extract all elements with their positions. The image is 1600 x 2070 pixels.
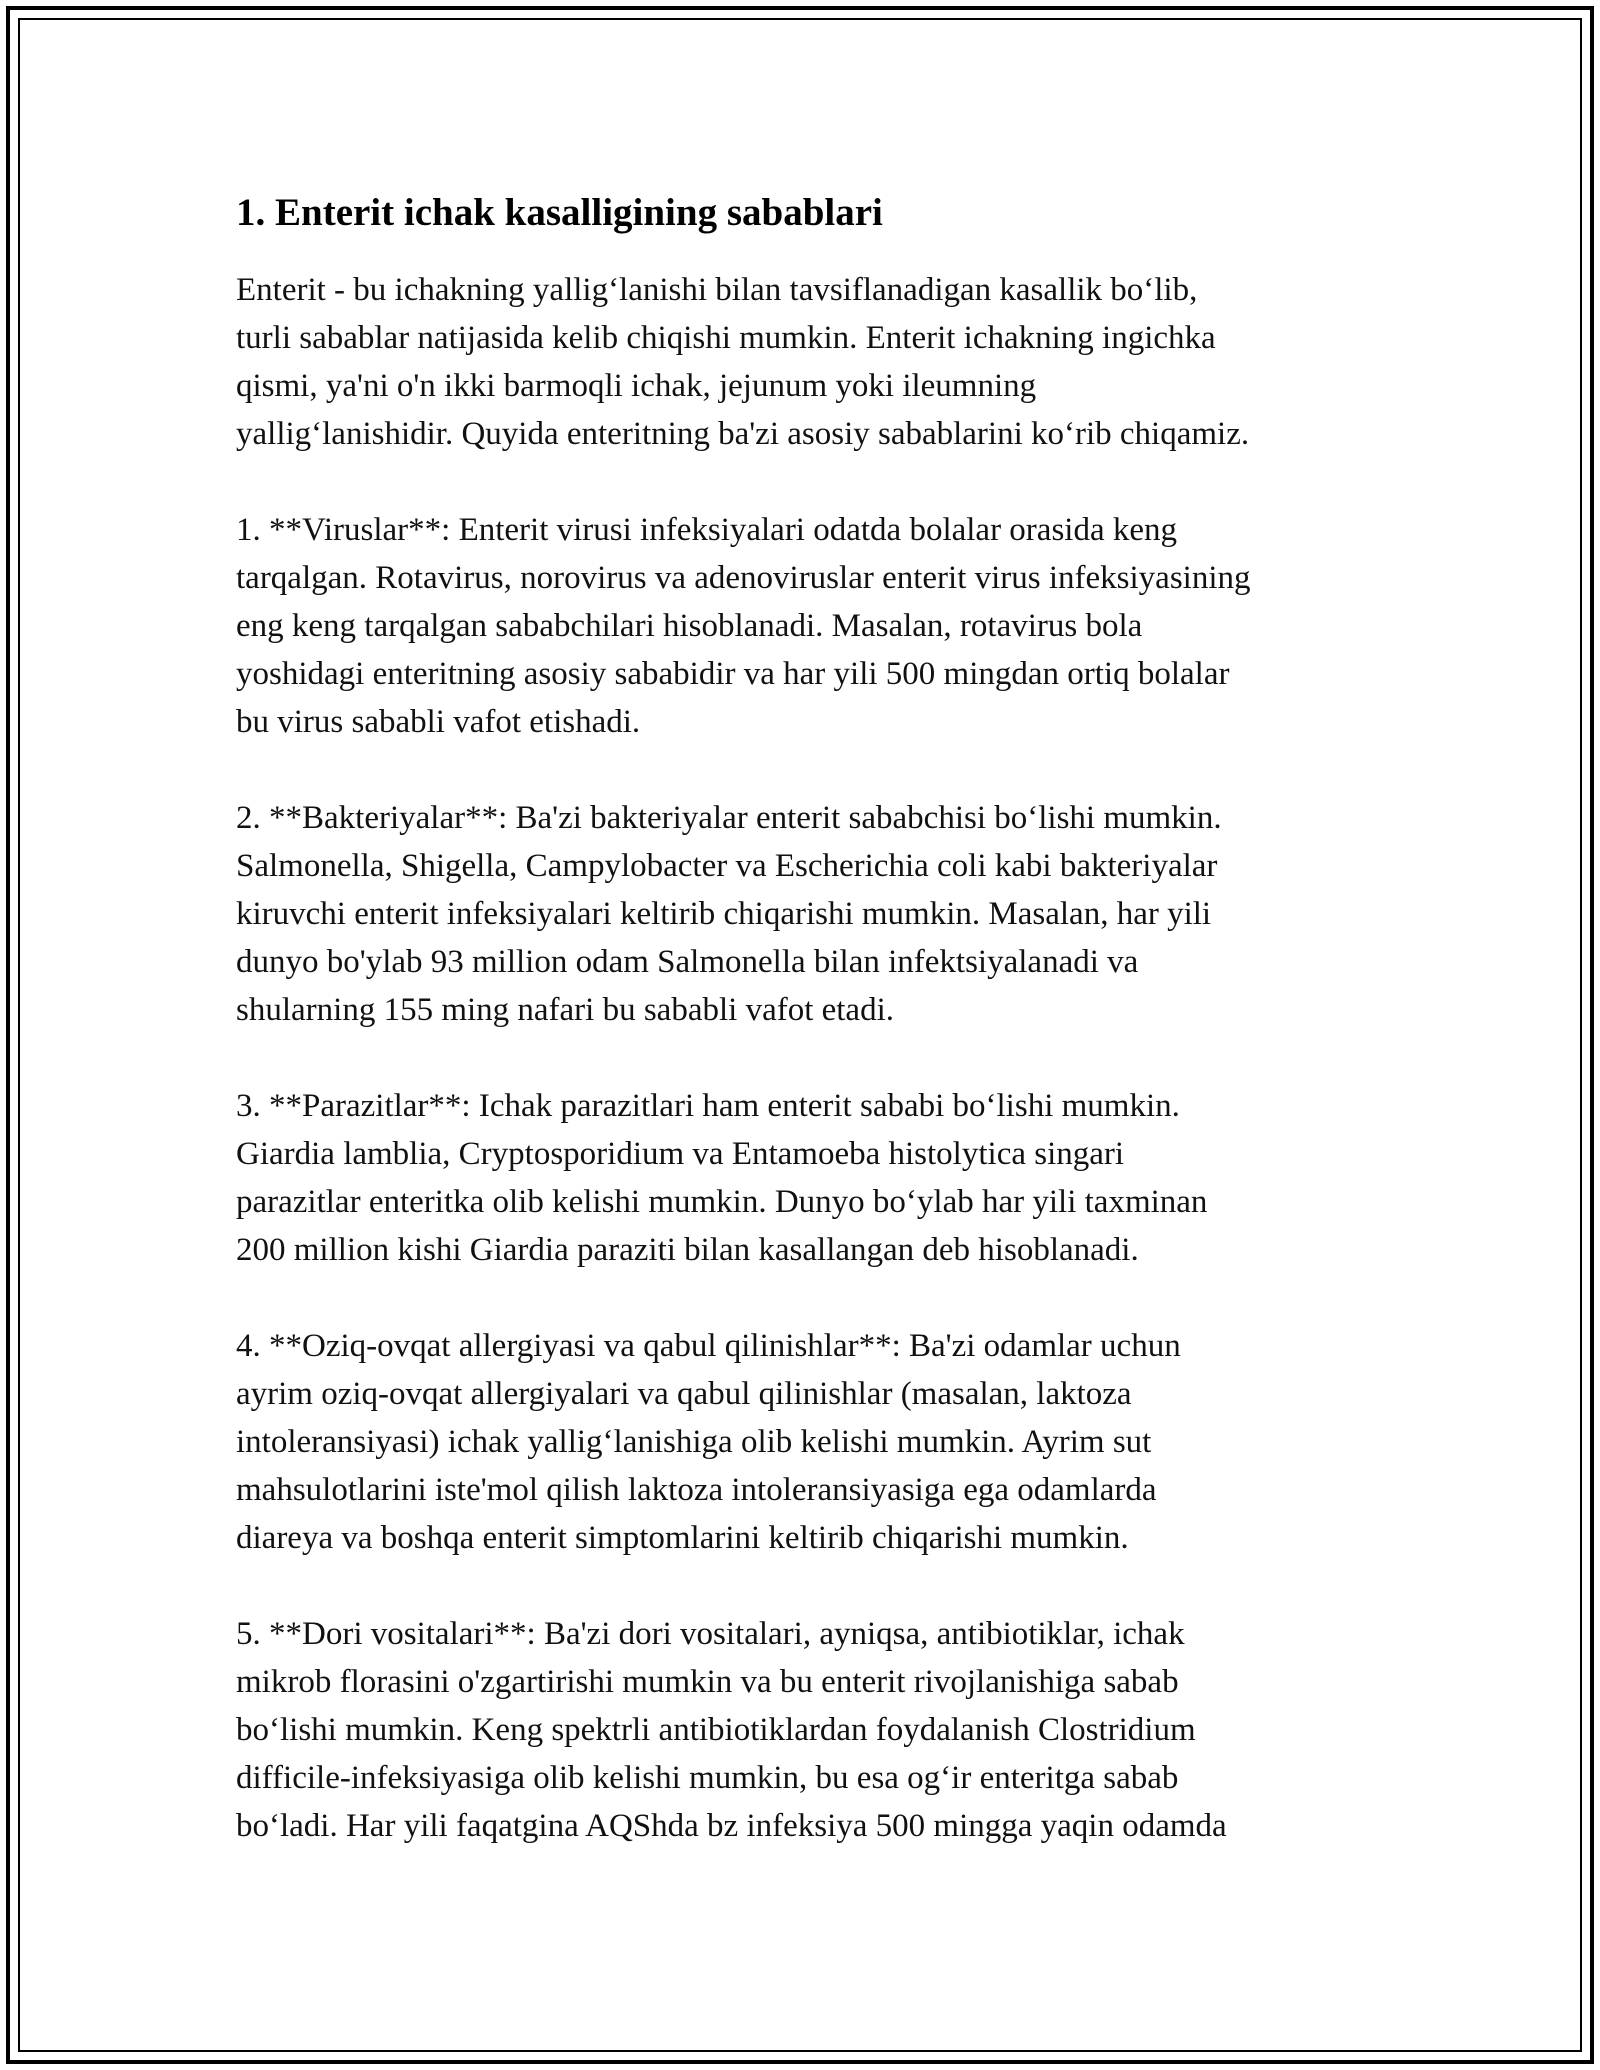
paragraph-medications: 5. **Dori vositalari**: Ba'zi dori vositalari, ayniqsa, antibiotiklar, ichak mikrob florasini o'zgartirishi mumkin va bu enterit rivojlanishiga sabab bo‘lishi mumkin. Keng spektrli antibiotiklardan foydalanish Clostridium difficile-infeksiyasiga olib kelishi mumkin, bu esa og‘ir enteritga sabab bo‘ladi. Har yili faqatgina AQShda bz infeksiya 500 mingga yaqin odamda bbox=[236, 1616, 1227, 1844]
paragraph-bacteria: 2. **Bakteriyalar**: Ba'zi bakteriyalar enterit sababchisi bo‘lishi mumkin. Salmonella, Shigella, Campylobacter va Escherichia coli kabi bakteriyalar kiruvchi enterit infeksiyalari keltirib chiqarishi mumkin. Masalan, har yili dunyo bo'ylab 93 million odam Salmonella bilan infektsiyalanadi va shularning 155 ming nafari bu sababli vafot etadi. bbox=[236, 800, 1222, 1028]
document-title: 1. Enterit ichak kasalligining sabablari bbox=[236, 191, 883, 234]
paragraph-viruses: 1. **Viruslar**: Enterit virusi infeksiyalari odatda bolalar orasida keng tarqalgan. Rotavirus, norovirus va adenoviruslar enterit virus infeksiyasining eng keng tarqalgan sababchilari hisoblanadi. Masalan, rotavirus bola yoshidagi enteritning asosiy sababidir va har yili 500 mingdan ortiq bolalar bu virus sababli vafot etishadi. bbox=[236, 512, 1251, 740]
document-body bbox=[236, 188, 1406, 1898]
paragraph-parasites: 3. **Parazitlar**: Ichak parazitlari ham enterit sababi bo‘lishi mumkin. Giardia lamblia, Cryptosporidium va Entamoeba histolytica singari parazitlar enteritka olib kelishi mumkin. Dunyo bo‘ylab har yili taxminan 200 million kishi Giardia paraziti bilan kasallangan deb hisoblanadi. bbox=[236, 1088, 1208, 1268]
paragraph-food-allergy: 4. **Oziq-ovqat allergiyasi va qabul qilinishlar**: Ba'zi odamlar uchun ayrim oziq-ovqat allergiyalari va qabul qilinishlar (masalan, laktoza intoleransiyasi) ichak yallig‘lanishiga olib kelishi mumkin. Ayrim sut mahsulotlarini iste'mol qilish laktoza intoleransiyasiga ega odamlarda diareya va boshqa enterit simptomlarini keltirib chiqarishi mumkin. bbox=[236, 1328, 1181, 1556]
paragraph-intro: Enterit - bu ichakning yallig‘lanishi bilan tavsiflanadigan kasallik bo‘lib, turli sabablar natijasida kelib chiqishi mumkin. Enterit ichakning ingichka qismi, ya'ni o'n ikki barmoqli ichak, jejunum yoki ileumning yallig‘lanishidir. Quyida enteritning ba'zi asosiy sabablarini ko‘rib chiqamiz. bbox=[236, 272, 1250, 452]
